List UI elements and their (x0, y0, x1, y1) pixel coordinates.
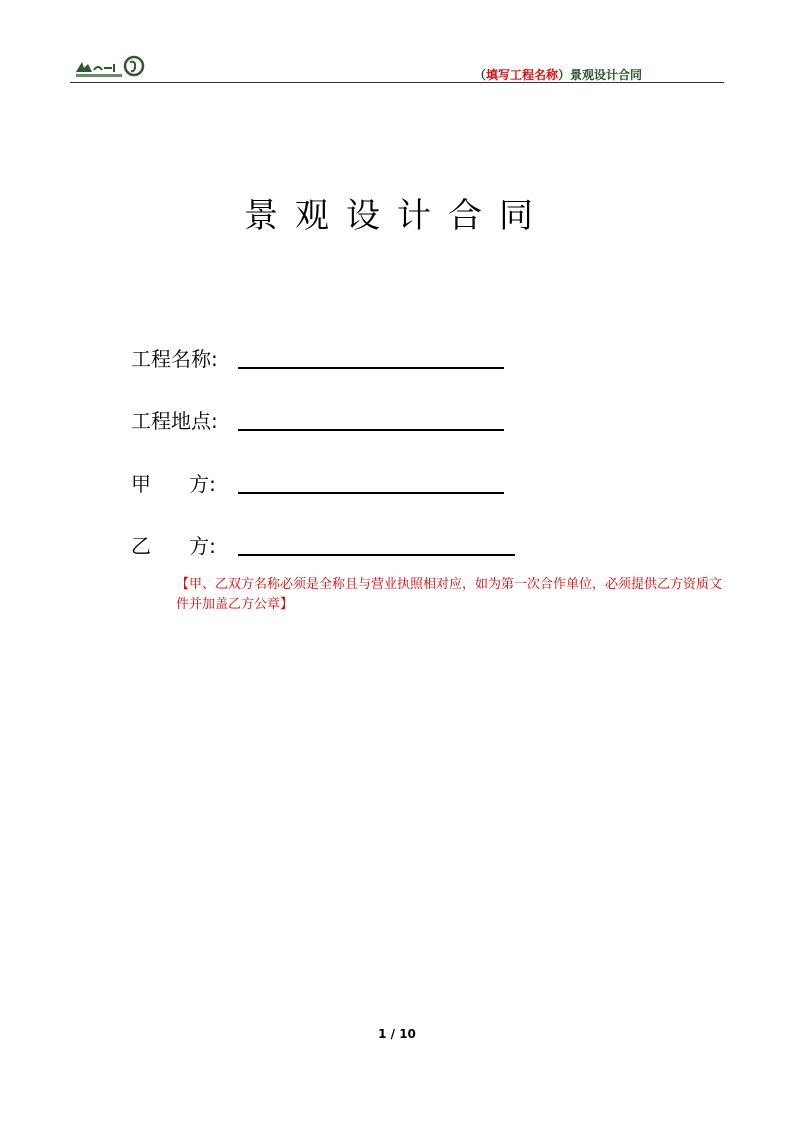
field-party-a (131, 468, 216, 497)
page-header (70, 52, 724, 83)
header-title: （填写工程名称）景观设计合同 (473, 68, 642, 82)
field-label: 工程地点: (131, 409, 218, 433)
document-title: 景观设计合同 (244, 196, 550, 236)
fill-line[interactable] (238, 554, 515, 556)
fill-line[interactable] (238, 367, 504, 369)
field-label: 乙 方: (131, 534, 216, 558)
field-project-location (131, 405, 218, 434)
field-label: 工程名称: (131, 347, 218, 371)
field-party-b (131, 530, 216, 559)
page-number: 1 / 10 (378, 1027, 416, 1041)
fill-line[interactable] (238, 492, 504, 494)
company-logo (72, 54, 147, 80)
field-project-name (131, 343, 218, 372)
party-name-note: 【甲、乙双方名称必须是全称且与营业执照相对应，如为第一次合作单位，必须提供乙方资质文件并加盖乙方公章】 (176, 577, 723, 612)
header-placeholder: 填写工程名称 (485, 68, 558, 82)
field-label: 甲 方: (131, 472, 216, 496)
fill-line[interactable] (238, 429, 504, 431)
